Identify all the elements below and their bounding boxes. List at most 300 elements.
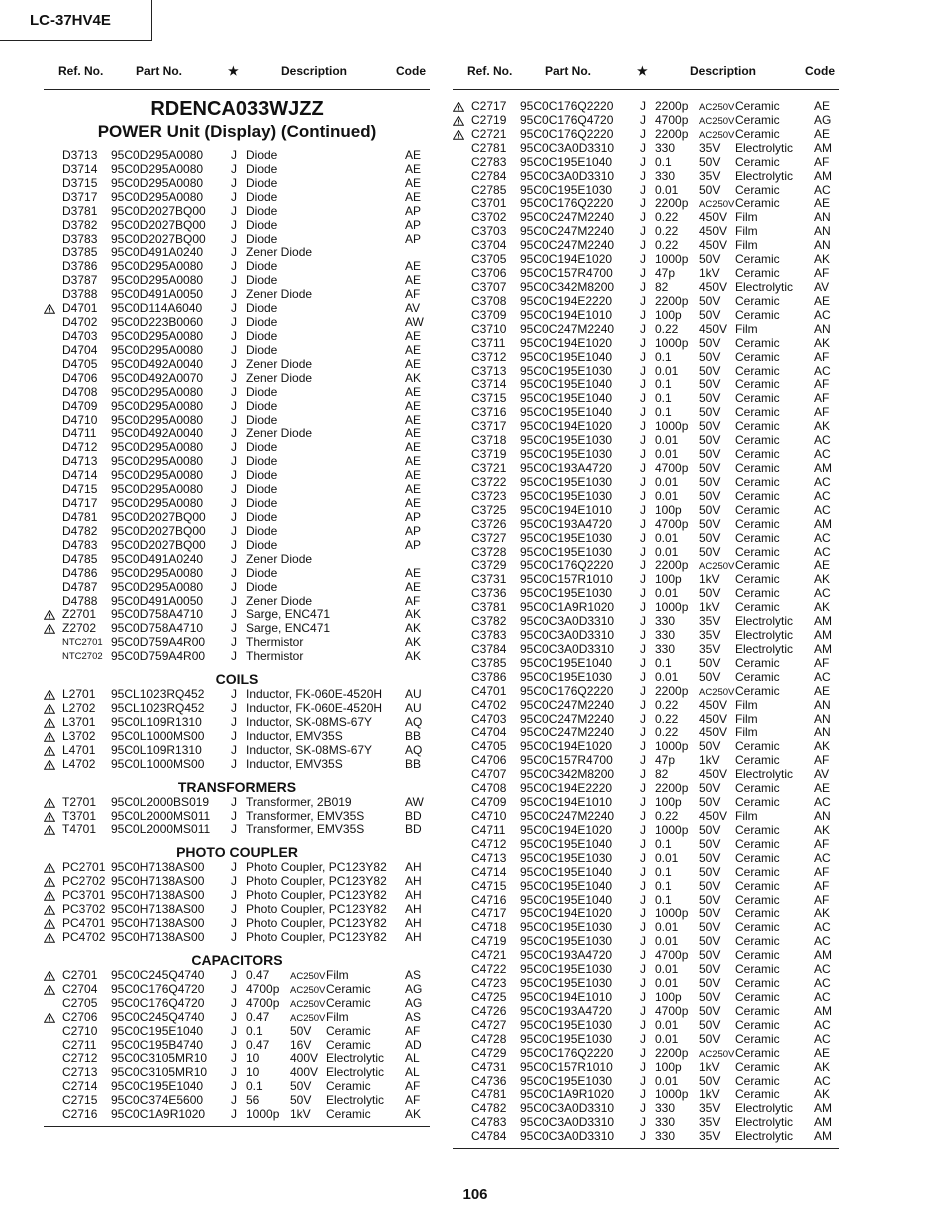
price-code: AC	[814, 850, 831, 865]
ref-number: Z2701	[62, 607, 97, 622]
cap-value: 2200p	[655, 683, 689, 698]
part-row	[453, 420, 839, 434]
part-row	[453, 1019, 839, 1033]
price-code: AE	[405, 148, 422, 162]
part-number: 95C0C176Q2220	[520, 558, 614, 573]
price-code: AK	[405, 621, 422, 636]
column-headers	[453, 64, 839, 80]
cap-type: Ceramic	[735, 363, 780, 378]
price-code: AE	[405, 426, 422, 441]
part-number: 95C0C176Q4720	[111, 981, 205, 996]
cap-type: Ceramic	[735, 126, 780, 141]
cap-value: 0.1	[655, 377, 672, 392]
rank-mark: J	[640, 1101, 646, 1116]
part-number: 95C0C245Q4740	[111, 1009, 205, 1024]
part-row	[453, 448, 839, 462]
cap-voltage: 50V	[699, 948, 721, 963]
rank-mark: J	[640, 809, 646, 824]
ref-number: D3714	[62, 161, 98, 176]
price-code: AK	[405, 649, 422, 664]
part-number: 95C0D295A0080	[111, 468, 204, 483]
part-number: 95C0C157R1010	[520, 572, 613, 587]
part-row	[453, 184, 839, 198]
part-number: 95C0C3A0D3310	[520, 614, 615, 629]
part-row	[453, 323, 839, 337]
cap-value: 100p	[655, 307, 682, 322]
price-code: AE	[814, 781, 831, 796]
ref-number: L4702	[62, 756, 96, 771]
ref-number: C4716	[471, 892, 507, 907]
cap-voltage: 450V	[699, 711, 728, 726]
cap-type: Ceramic	[735, 502, 780, 517]
rank-mark: J	[640, 558, 646, 573]
cap-type: Ceramic	[735, 669, 780, 684]
part-row	[453, 587, 839, 601]
cap-voltage: AC250V	[699, 1048, 735, 1060]
ref-number: C3712	[471, 349, 507, 364]
ref-number: D4706	[62, 370, 98, 385]
cap-type: Ceramic	[735, 683, 780, 698]
cap-value: 0.47	[246, 967, 270, 982]
rank-mark: J	[640, 864, 646, 879]
ref-number: C4722	[471, 962, 507, 977]
price-code: AF	[814, 266, 830, 281]
rank-mark: J	[231, 189, 237, 204]
cap-type: Ceramic	[735, 433, 780, 448]
rank-mark: J	[231, 259, 237, 274]
part-number: 95C0D491A0050	[111, 287, 204, 302]
ref-number: C3716	[471, 405, 507, 420]
description: Sarge, ENC471	[246, 607, 331, 622]
cap-voltage: 450V	[699, 321, 728, 336]
part-row	[453, 838, 839, 852]
cap-value: 330	[655, 641, 676, 656]
rank-mark: J	[640, 210, 646, 225]
ref-number: T3701	[62, 808, 97, 823]
rank-mark: J	[231, 1065, 237, 1080]
cap-value: 0.1	[246, 1023, 263, 1038]
price-code: AP	[405, 537, 422, 552]
part-row	[44, 823, 430, 837]
part-row	[44, 875, 430, 889]
part-row	[453, 434, 839, 448]
ref-number: C4702	[471, 697, 507, 712]
cap-value: 1000p	[655, 1087, 689, 1102]
part-row	[44, 191, 430, 205]
cap-voltage: 1kV	[699, 266, 720, 281]
rank-mark: J	[640, 419, 646, 434]
part-row	[44, 163, 430, 177]
cap-value: 0.01	[655, 962, 679, 977]
ref-number: C4723	[471, 976, 507, 991]
ref-number: D3785	[62, 245, 98, 260]
ref-number: C3701	[471, 196, 507, 211]
part-row	[453, 351, 839, 365]
cap-voltage: 450V	[699, 210, 728, 225]
part-number: 95C0D492A0070	[111, 370, 204, 385]
rank-mark: J	[231, 635, 237, 650]
part-number: 95C0C342M8200	[520, 279, 615, 294]
price-code: AF	[814, 753, 830, 768]
part-row	[453, 796, 839, 810]
cap-voltage: 50V	[699, 307, 721, 322]
part-row	[453, 601, 839, 615]
part-row	[44, 983, 430, 997]
rank-mark: J	[231, 714, 237, 729]
part-number: 95C0C194E2220	[520, 781, 613, 796]
part-row	[453, 406, 839, 420]
part-number: 95C0C195E1030	[520, 962, 613, 977]
part-row	[453, 546, 839, 560]
cap-voltage: 50V	[699, 293, 721, 308]
part-number: 95C0D295A0080	[111, 565, 204, 580]
cap-type: Ceramic	[735, 878, 780, 893]
cap-voltage: 50V	[699, 586, 721, 601]
cap-voltage: AC250V	[699, 102, 735, 113]
price-code: AM	[814, 1101, 832, 1116]
cap-type: Ceramic	[735, 586, 780, 601]
cap-value: 0.1	[655, 349, 672, 364]
cap-voltage: AC250V	[699, 561, 735, 573]
safety-warning-icon	[44, 825, 55, 835]
part-number: 95C0C176Q2220	[520, 126, 614, 141]
header-rule	[453, 89, 839, 90]
cap-value: 4700p	[655, 460, 689, 475]
part-number: 95C0D295A0080	[111, 161, 204, 176]
price-code: AM	[814, 948, 832, 963]
ref-number: C4782	[471, 1101, 507, 1116]
ref-number: D4705	[62, 356, 98, 371]
part-row	[44, 219, 430, 233]
part-row	[453, 225, 839, 239]
cap-voltage: 50V	[699, 739, 721, 754]
description: Diode	[246, 454, 278, 469]
part-row	[44, 525, 430, 539]
ref-number: C3717	[471, 419, 507, 434]
rank-mark: J	[231, 981, 237, 996]
cap-voltage: 50V	[699, 154, 721, 169]
price-code: AF	[814, 836, 830, 851]
ref-number: C4718	[471, 920, 507, 935]
part-row	[453, 726, 839, 740]
part-number: 95C0D492A0040	[111, 426, 204, 441]
part-row	[453, 1102, 839, 1116]
part-row	[453, 476, 839, 490]
rank-mark: J	[231, 742, 237, 757]
header-desc: Description	[690, 64, 757, 78]
safety-warning-icon	[44, 304, 55, 314]
cap-value: 0.1	[655, 655, 672, 670]
cap-value: 0.1	[655, 878, 672, 893]
cap-voltage: 50V	[699, 474, 721, 489]
rank-mark: J	[640, 781, 646, 796]
price-code: AE	[405, 412, 422, 427]
cap-type: Ceramic	[735, 530, 780, 545]
part-row	[453, 740, 839, 754]
rank-mark: J	[640, 502, 646, 517]
cap-value: 0.01	[655, 586, 679, 601]
ref-number: D3783	[62, 231, 98, 246]
cap-value: 4700p	[246, 981, 280, 996]
rank-mark: J	[231, 701, 237, 716]
part-row	[453, 852, 839, 866]
price-code: AF	[814, 349, 830, 364]
rank-mark: J	[640, 753, 646, 768]
rank-mark: J	[640, 460, 646, 475]
part-number: 95C0C176Q2220	[520, 1045, 614, 1060]
part-number: 95C0D295A0080	[111, 398, 204, 413]
left-column	[44, 64, 430, 1127]
description: Thermistor	[246, 635, 304, 650]
cap-type: Ceramic	[735, 655, 780, 670]
ref-number: C3706	[471, 266, 507, 281]
part-row	[44, 511, 430, 525]
part-number: 95C0C157R4700	[520, 753, 613, 768]
ref-number: PC3702	[62, 902, 106, 917]
price-code: AF	[405, 1023, 421, 1038]
cap-type: Ceramic	[735, 196, 780, 211]
part-number: 95C0C194E1010	[520, 307, 613, 322]
price-code: AP	[405, 509, 422, 524]
ref-number: C3728	[471, 544, 507, 559]
cap-voltage: 50V	[699, 976, 721, 991]
ref-number: D4782	[62, 523, 98, 538]
cap-voltage: 50V	[699, 781, 721, 796]
part-row	[44, 414, 430, 428]
price-code: AN	[814, 321, 831, 336]
price-code: AS	[405, 967, 422, 982]
price-code: AF	[405, 1079, 421, 1094]
rank-mark: J	[640, 934, 646, 949]
cap-value: 0.01	[655, 363, 679, 378]
ref-number: C3723	[471, 488, 507, 503]
part-number: 95C0C157R4700	[520, 266, 613, 281]
rank-mark: J	[640, 474, 646, 489]
cap-value: 0.01	[655, 669, 679, 684]
cap-value: 0.01	[655, 1031, 679, 1046]
cap-voltage: AC250V	[290, 984, 326, 996]
rank-mark: J	[640, 628, 646, 643]
price-code: AN	[814, 224, 831, 239]
ref-number: C3727	[471, 530, 507, 545]
rank-mark: J	[231, 356, 237, 371]
cap-value: 100p	[655, 502, 682, 517]
description: Zener Diode	[246, 551, 313, 566]
ref-number: D4781	[62, 509, 98, 524]
cap-type: Ceramic	[735, 1087, 780, 1102]
ref-number: L2702	[62, 701, 96, 716]
price-code: AK	[814, 906, 831, 921]
ref-number: C2712	[62, 1051, 98, 1066]
description: Photo Coupler, PC123Y82	[246, 902, 387, 917]
part-row	[453, 532, 839, 546]
cap-value: 0.01	[655, 474, 679, 489]
description: Diode	[246, 148, 278, 162]
safety-warning-icon	[44, 690, 55, 700]
cap-value: 2200p	[655, 1045, 689, 1060]
cap-voltage: 16V	[290, 1037, 312, 1052]
cap-type: Film	[735, 210, 758, 225]
ref-number: D4717	[62, 496, 98, 511]
cap-type: Electrolytic	[735, 628, 794, 643]
price-code: AE	[814, 558, 831, 573]
ref-number: C3731	[471, 572, 507, 587]
cap-voltage: 35V	[699, 1129, 721, 1144]
price-code: AK	[405, 635, 422, 650]
rank-mark: J	[231, 175, 237, 190]
rank-mark: J	[231, 621, 237, 636]
part-number: 95C0D295A0080	[111, 259, 204, 274]
cap-voltage: 35V	[699, 628, 721, 643]
cap-voltage: AC250V	[699, 129, 735, 141]
rank-mark: J	[231, 273, 237, 288]
price-code: AF	[814, 405, 830, 420]
part-number: 95C0C1A9R1020	[520, 1087, 615, 1102]
price-code: AK	[814, 335, 831, 350]
description: Diode	[246, 565, 278, 580]
price-code: AC	[814, 962, 831, 977]
rank-mark: J	[231, 384, 237, 399]
description: Inductor, EMV35S	[246, 728, 343, 743]
part-number: 95C0D2027BQ00	[111, 217, 206, 232]
part-row	[453, 365, 839, 379]
price-code: AF	[814, 391, 830, 406]
rank-mark: J	[640, 544, 646, 559]
ref-number: C3710	[471, 321, 507, 336]
cap-value: 1000p	[655, 600, 689, 615]
cap-value: 0.01	[655, 447, 679, 462]
cap-value: 2200p	[655, 196, 689, 211]
part-number: 95CL1023RQ452	[111, 687, 205, 702]
cap-type: Ceramic	[735, 335, 780, 350]
page-title: RDENCA033WJZZ	[150, 98, 324, 120]
part-number: 95C0C193A4720	[520, 948, 613, 963]
ref-number: C3719	[471, 447, 507, 462]
description: Diode	[246, 509, 278, 524]
part-row	[44, 288, 430, 302]
cap-value: 1000p	[655, 419, 689, 434]
rank-mark: J	[640, 224, 646, 239]
part-number: 95C0D223B0060	[111, 315, 204, 330]
ref-number: C4784	[471, 1129, 507, 1144]
header-part: Part No.	[136, 64, 183, 78]
rank-mark: J	[640, 168, 646, 183]
price-code: AC	[814, 474, 831, 489]
cap-voltage: 50V	[699, 836, 721, 851]
part-row	[44, 903, 430, 917]
rank-mark: J	[231, 287, 237, 302]
price-code: AQ	[405, 714, 423, 729]
cap-value: 2200p	[655, 558, 689, 573]
ref-number: C4714	[471, 864, 507, 879]
cap-type: Ceramic	[735, 836, 780, 851]
ref-number: D4710	[62, 412, 98, 427]
price-code: AV	[814, 279, 830, 294]
rank-mark: J	[640, 154, 646, 169]
price-code: AU	[405, 687, 422, 702]
cap-voltage: 50V	[699, 488, 721, 503]
ref-number: C3713	[471, 363, 507, 378]
rank-mark: J	[640, 1129, 646, 1144]
rank-mark: J	[640, 433, 646, 448]
cap-voltage: 35V	[699, 1115, 721, 1130]
cap-value: 0.01	[655, 182, 679, 197]
cap-value: 0.1	[655, 405, 672, 420]
rank-mark: J	[640, 266, 646, 281]
safety-warning-icon	[44, 760, 55, 770]
rank-mark: J	[231, 509, 237, 524]
part-row	[453, 866, 839, 880]
page-subtitle: POWER Unit (Display) (Continued)	[97, 122, 377, 141]
cap-voltage: 1kV	[699, 572, 720, 587]
rank-mark: J	[640, 600, 646, 615]
part-row	[44, 1039, 430, 1053]
description: Zener Diode	[246, 287, 313, 302]
cap-value: 0.1	[655, 864, 672, 879]
part-row	[44, 469, 430, 483]
part-number: 95C0C195E1030	[520, 363, 613, 378]
part-row	[44, 622, 430, 636]
rank-mark: J	[640, 391, 646, 406]
description: Diode	[246, 175, 278, 190]
cap-voltage: AC250V	[699, 115, 735, 127]
rank-mark: J	[640, 196, 646, 211]
part-row	[453, 309, 839, 323]
price-code: AF	[405, 1093, 421, 1108]
part-number: 95C0C195E1040	[111, 1023, 204, 1038]
ref-number: NTC2702	[62, 651, 103, 663]
part-row	[453, 977, 839, 991]
part-row	[453, 573, 839, 587]
price-code: AM	[814, 1115, 832, 1130]
part-row	[44, 744, 430, 758]
price-code: AE	[405, 189, 422, 204]
rank-mark: J	[640, 836, 646, 851]
part-row	[44, 427, 430, 441]
cap-value: 1000p	[655, 252, 689, 267]
part-row	[453, 295, 839, 309]
ref-number: C2715	[62, 1093, 98, 1108]
ref-number: Z2702	[62, 621, 97, 636]
part-row	[453, 504, 839, 518]
description: Diode	[246, 342, 278, 357]
part-number: 95C0C195E1040	[520, 154, 613, 169]
rank-mark: J	[231, 902, 237, 917]
cap-value: 330	[655, 140, 676, 155]
price-code: AF	[814, 154, 830, 169]
cap-value: 0.22	[655, 238, 679, 253]
ref-number: D3788	[62, 287, 98, 302]
cap-value: 0.01	[655, 488, 679, 503]
part-number: 95C0D2027BQ00	[111, 509, 206, 524]
price-code: AC	[814, 990, 831, 1004]
ref-number: D3782	[62, 217, 98, 232]
rank-mark: J	[640, 1087, 646, 1102]
cap-type: Film	[735, 321, 758, 336]
rank-mark: J	[231, 370, 237, 385]
cap-voltage: 400V	[290, 1065, 319, 1080]
part-number: 95C0C176Q4720	[111, 995, 205, 1010]
rank-mark: J	[640, 377, 646, 392]
part-number: 95C0D491A0050	[111, 593, 204, 608]
ref-number: C3703	[471, 224, 507, 239]
part-number: 95C0H7138AS00	[111, 916, 205, 931]
rank-mark: J	[231, 412, 237, 427]
ref-number: C4727	[471, 1017, 507, 1032]
part-row	[453, 337, 839, 351]
safety-warning-icon	[44, 891, 55, 901]
part-row	[44, 149, 430, 163]
